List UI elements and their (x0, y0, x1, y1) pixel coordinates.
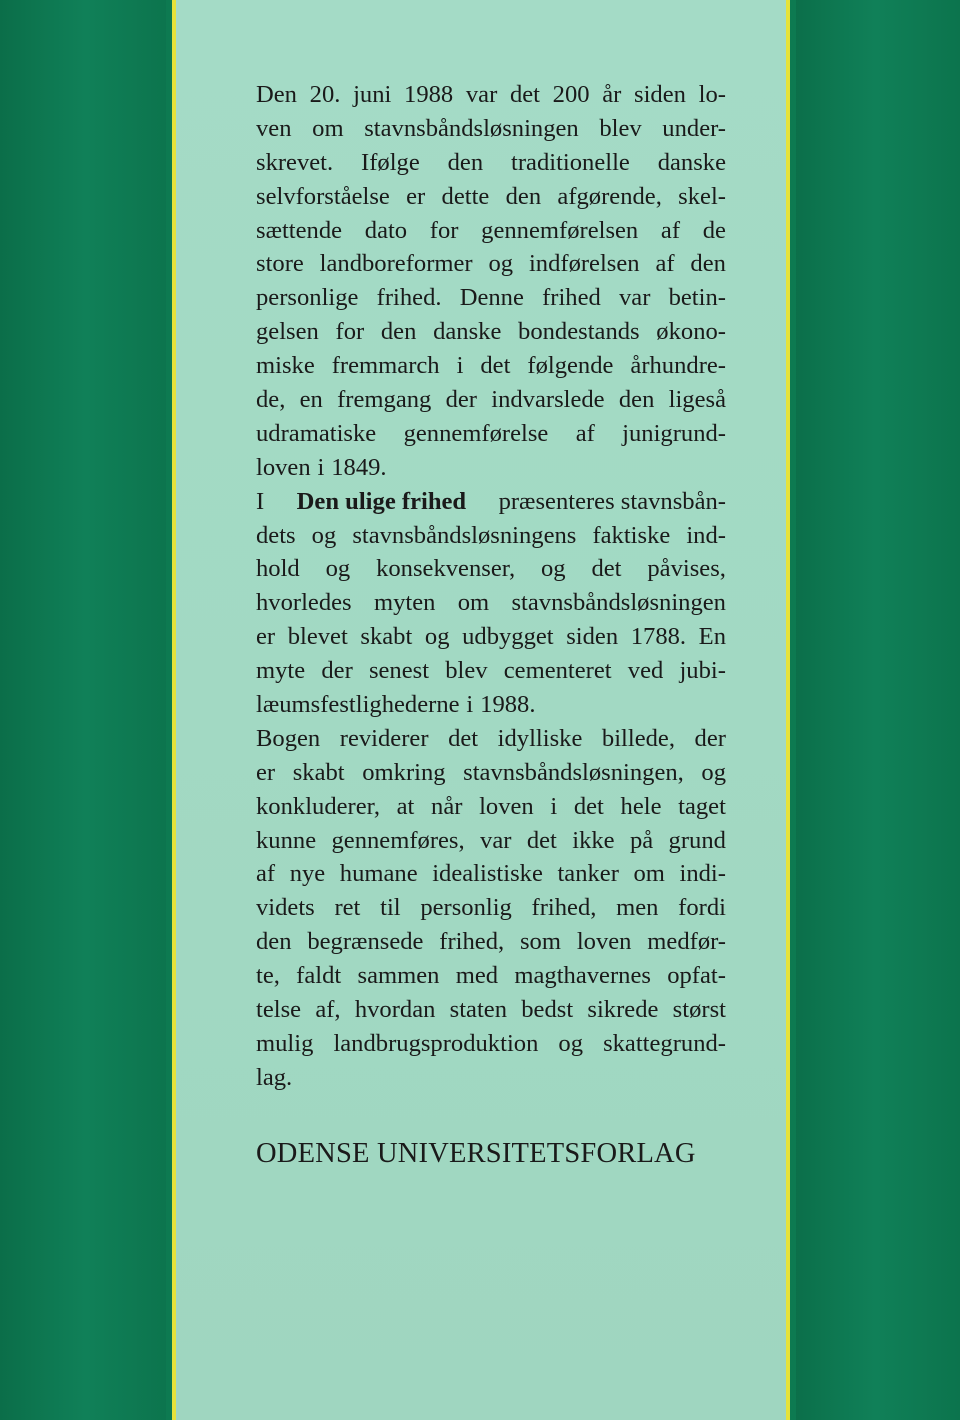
word: cementeret (503, 657, 612, 685)
word: er (256, 623, 276, 651)
word: den (380, 318, 417, 346)
text-line (256, 383, 726, 417)
right-green-band (790, 0, 960, 1420)
text-line (256, 112, 726, 146)
word: dato (364, 216, 408, 244)
word: ikke (572, 826, 615, 854)
word: dets (256, 521, 296, 549)
word: gennemførelsen (481, 216, 639, 244)
word: Bogen (256, 724, 321, 752)
word: telse (256, 996, 302, 1024)
word: 20. (309, 81, 341, 108)
word: læumsfestlighederne (256, 691, 460, 719)
word: grund (668, 826, 726, 854)
word: nye (289, 860, 326, 888)
word: hvorledes (256, 589, 352, 617)
word: begrænsede (307, 928, 424, 956)
word: store (256, 250, 304, 278)
word: hold (256, 555, 300, 583)
word: den (618, 386, 655, 414)
word: 1988. (480, 691, 536, 719)
word: konkluderer, (256, 792, 380, 820)
word: udbygget (462, 623, 554, 651)
word: i (466, 691, 474, 719)
text-line (256, 247, 726, 281)
text-line (256, 146, 726, 180)
word: billede, (601, 724, 675, 752)
word: af (655, 250, 675, 278)
word: år (602, 81, 622, 108)
word: der (694, 724, 726, 752)
word: i (317, 453, 325, 481)
word: staten (449, 996, 508, 1024)
word: selvforståelse (256, 182, 390, 210)
word: om (457, 589, 490, 617)
word: frihed (542, 284, 601, 312)
word: kunne (256, 826, 317, 854)
word: Denne (459, 284, 524, 312)
word: og (325, 555, 351, 583)
text-line (256, 417, 726, 451)
word: det (480, 352, 511, 380)
word: senest (368, 657, 430, 685)
word: og (488, 250, 514, 278)
word: sættende (256, 216, 343, 244)
word: gelsen (256, 318, 319, 346)
word: skattegrund- (603, 1029, 726, 1057)
word: af (256, 860, 276, 888)
word: det (573, 792, 604, 820)
word: og (540, 555, 566, 583)
word: lo- (698, 81, 726, 108)
word: som (519, 928, 561, 956)
word: traditionelle (511, 148, 630, 176)
text-line (256, 78, 726, 112)
word: med (455, 962, 499, 990)
word: humane (339, 860, 418, 888)
text-line (256, 1027, 726, 1061)
word: størst (672, 996, 726, 1024)
word: er (256, 758, 276, 786)
word: var (480, 826, 512, 854)
text-line (256, 214, 726, 248)
word: at (396, 792, 415, 820)
word: danske (657, 148, 726, 176)
word: det (526, 826, 557, 854)
text-line (256, 993, 726, 1027)
word: for (335, 318, 365, 346)
text-line (256, 586, 726, 620)
word: af (660, 216, 681, 244)
word: faktiske (592, 521, 671, 549)
text-line (256, 281, 726, 315)
word: den (690, 250, 726, 278)
word: ved (627, 657, 664, 685)
word: i (550, 792, 558, 820)
word: ligeså (668, 386, 726, 414)
text-line (256, 315, 726, 349)
word: stavnsbåndsløsningen (511, 589, 726, 617)
word: og (558, 1029, 584, 1057)
word: skabt (360, 623, 413, 651)
text-line (256, 756, 726, 790)
word: under- (662, 114, 726, 142)
word: hele (620, 792, 662, 820)
word: frihed. (376, 284, 442, 312)
word: reviderer (339, 724, 429, 752)
text-line (256, 1061, 726, 1095)
word: indførelsen (528, 250, 640, 278)
word: En (698, 623, 726, 651)
text-line-with-title (256, 485, 726, 519)
paragraph-1 (256, 78, 726, 485)
word: 200 (552, 81, 590, 108)
word: følgende (527, 352, 614, 380)
word: bondestands (518, 318, 640, 346)
word: stavnsbåndsløsningen (364, 114, 579, 142)
word: landboreformer (319, 250, 473, 278)
right-yellow-rule (786, 0, 790, 1420)
text-line (256, 349, 726, 383)
word: jubi- (679, 657, 726, 685)
word: af, (315, 996, 341, 1024)
word: om (312, 114, 344, 142)
word: personlige (256, 284, 359, 312)
word: århundre- (630, 352, 726, 380)
word: landbrugsproduktion (333, 1029, 539, 1057)
word: taget (678, 792, 726, 820)
word: økono- (656, 318, 726, 346)
word: sikrede (587, 996, 659, 1024)
word: skel- (678, 182, 726, 210)
word: personlig (420, 894, 512, 922)
word: til (380, 894, 401, 922)
word: hvordan (354, 996, 436, 1024)
text-line (256, 925, 726, 959)
word: af (575, 419, 595, 447)
word: mulig (256, 1029, 314, 1057)
word: betin- (668, 284, 726, 312)
word: skabt (292, 758, 345, 786)
word: den (505, 182, 542, 210)
text-line (256, 722, 726, 756)
word: siden (566, 623, 619, 651)
text-line (256, 654, 726, 688)
word: konsekvenser, (376, 555, 516, 583)
text-line (256, 891, 726, 925)
text-line (256, 688, 726, 722)
text-line (256, 959, 726, 993)
word: om (633, 860, 665, 888)
text-line (256, 180, 726, 214)
word: tanker (557, 860, 619, 888)
word: en (299, 386, 323, 414)
word: magthavernes (514, 962, 651, 990)
word: medfør- (647, 928, 726, 956)
word: det (591, 555, 622, 583)
text-line (256, 824, 726, 858)
word: fremmarch (331, 352, 440, 380)
word: indi- (679, 860, 726, 888)
word: gennemførelse (403, 419, 549, 447)
word: fordi (678, 894, 726, 922)
word: omkring (362, 758, 446, 786)
word: frihed, (531, 894, 597, 922)
word: lag. (256, 1063, 293, 1091)
word: miske (256, 352, 315, 380)
lead-rest: præsenteres stavnsbån- (498, 487, 726, 515)
word: indvarslede (491, 386, 605, 414)
word: når (431, 792, 463, 820)
lead-word: I (256, 487, 265, 515)
word: ven (256, 114, 292, 142)
word: sammen (357, 962, 440, 990)
word: fremgang (337, 386, 432, 414)
word: blev (599, 114, 642, 142)
word: junigrund- (622, 419, 726, 447)
word: ind- (686, 521, 726, 549)
word: de, (256, 386, 286, 414)
text-line (256, 790, 726, 824)
word: blev (445, 657, 488, 685)
word: og (424, 623, 450, 651)
word: udramatiske (256, 419, 377, 447)
word: myte (256, 657, 306, 685)
word: 1849. (331, 453, 387, 481)
word: danske (433, 318, 502, 346)
word: på (629, 826, 654, 854)
word: blevet (287, 623, 348, 651)
word: Den (256, 81, 297, 108)
word: loven (479, 792, 534, 820)
word: var (619, 284, 651, 312)
word: 1988 (404, 81, 454, 108)
text-line (256, 620, 726, 654)
text-line (256, 552, 726, 586)
right-inner-green-strip (790, 0, 796, 1420)
paragraph-3 (256, 722, 726, 1095)
word: påvises, (647, 555, 726, 583)
word: te, (256, 962, 280, 990)
word: afgørende, (557, 182, 662, 210)
word: den (447, 148, 484, 176)
blurb-text (256, 78, 726, 1095)
book-title: Den ulige frihed (296, 487, 467, 515)
paragraph-2 (256, 485, 726, 722)
word: men (616, 894, 659, 922)
word: dette (441, 182, 490, 210)
word: gennemføres, (331, 826, 465, 854)
word: Ifølge (361, 148, 420, 176)
word: var (465, 81, 498, 108)
word: stavnsbåndsløsningens (352, 521, 577, 549)
left-green-band (0, 0, 170, 1420)
word: frihed, (439, 928, 505, 956)
word: stavnsbåndsløsningen, (463, 758, 684, 786)
word: 1788. (630, 623, 687, 651)
word: for (429, 216, 459, 244)
word: loven (256, 453, 311, 481)
word: loven (576, 928, 632, 956)
word: det (509, 81, 540, 108)
word: der (445, 386, 477, 414)
word: det (448, 724, 479, 752)
text-line (256, 451, 726, 485)
word: ret (334, 894, 361, 922)
word: opfat- (667, 962, 726, 990)
word: og (311, 521, 337, 549)
word: faldt (296, 962, 342, 990)
word: myten (373, 589, 436, 617)
word: idylliske (497, 724, 583, 752)
text-line (256, 519, 726, 553)
word: skrevet. (256, 148, 334, 176)
word: og (701, 758, 726, 786)
word: de (702, 216, 726, 244)
text-line (256, 857, 726, 891)
word: bedst (521, 996, 574, 1024)
word: den (256, 928, 292, 956)
word: siden (634, 81, 686, 108)
word: der (321, 657, 353, 685)
word: idealistiske (432, 860, 543, 888)
word: juni (353, 81, 392, 108)
word: er (406, 182, 426, 210)
word: videts (256, 894, 315, 922)
publisher-name: ODENSE UNIVERSITETSFORLAG (256, 1138, 696, 1169)
word: i (456, 352, 464, 380)
